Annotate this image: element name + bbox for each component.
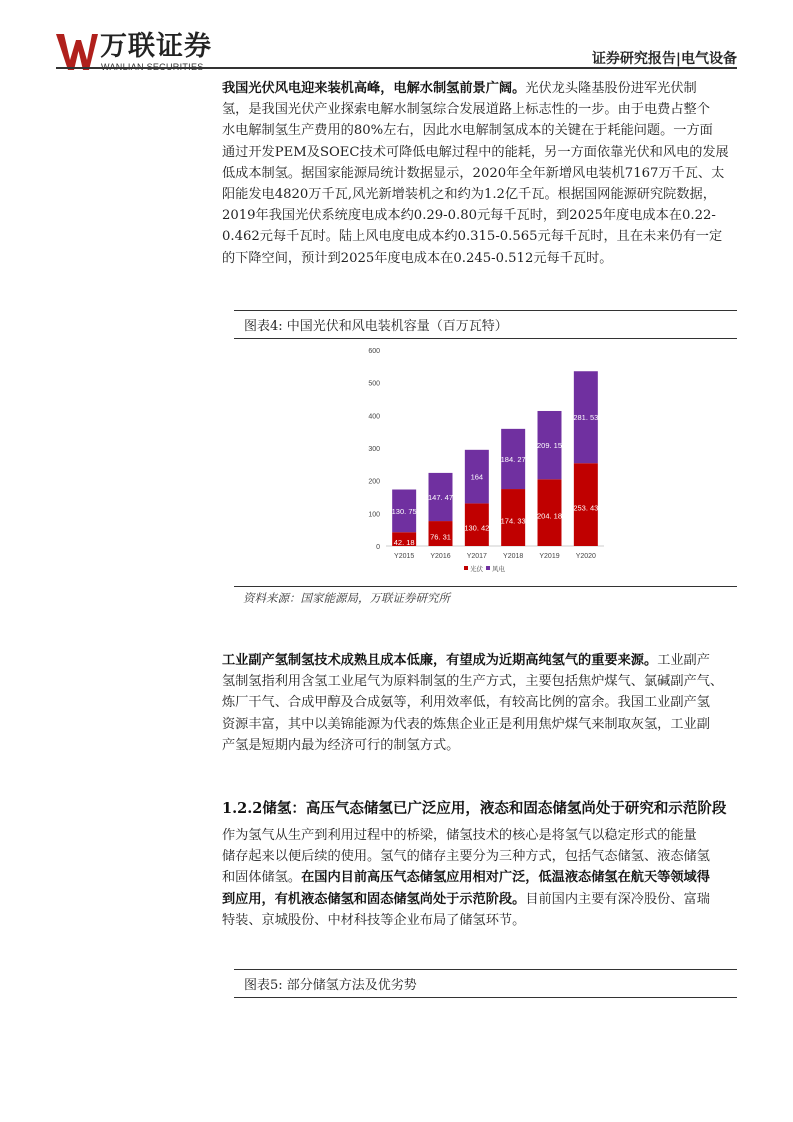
para2-bold-lead: 工业副产氢制氢技术成熟且成本低廉，有望成为近期高纯氢气的重要来源。 (222, 653, 658, 668)
para1-line: 水电解制氢生产费用的80%左右，因此水电解制氢成本的关键在于耗能问题。一方面 (222, 123, 713, 139)
para1-line: 光伏龙头隆基股份进军光伏制 (525, 81, 697, 96)
y-tick-label: 200 (368, 478, 380, 486)
para1-bold-lead: 我国光伏风电迎来装机高峰，电解水制氢前景广阔。 (222, 81, 526, 96)
legend-label: 风电 (492, 566, 505, 573)
figure4-title-box (234, 310, 737, 339)
para1-line: 2019年我国光伏系统度电成本约0.29-0.80元每千瓦时，到2025年度电成本在0.22- (222, 208, 716, 224)
para1-line: 的下降空间，预计到2025年度电成本在0.245-0.512元每千瓦时。 (222, 250, 613, 266)
section-heading-storage: 1.2.2储氢：高压气态储氢已广泛应用，液态和固态储氢尚处于研究和示范阶段 (222, 800, 727, 817)
figure4-title: 图表4: 中国光伏和风电装机容量（百万瓦特） (244, 319, 508, 334)
para2-line: 工业副产 (657, 653, 710, 668)
para3-line-bold: 在国内目前高压气态储氢应用相对广泛，低温液态储氢在航天等领域得 (301, 870, 710, 886)
bar-data-label: 42. 18 (393, 538, 415, 548)
figure4-bottom-rule (234, 586, 737, 587)
bar-data-label: 253. 43 (573, 503, 599, 513)
y-tick-label: 500 (368, 380, 380, 388)
bar-data-label: 130. 42 (464, 523, 490, 533)
paragraph-hydrogen-storage (222, 825, 737, 931)
para2-line: 炼厂干气、合成甲醇及合成氨等，利用效率低，有较高比例的富余。我国工业副产氢 (222, 695, 710, 711)
bar-data-label: 164 (470, 472, 484, 482)
para1-line: 通过开发PEM及SOEC技术可降低电解过程中的能耗，另一方面依靠光伏和风电的发展 (222, 144, 729, 160)
para2-line: 资源丰富，其中以美锦能源为代表的炼焦企业正是利用焦炉煤气来制取灰氢，工业副 (222, 716, 710, 732)
para3-line-bold: 到应用，有机液态储氢和固态储氢尚处于示范阶段。 (222, 891, 526, 907)
bar-data-label: 281. 53 (573, 413, 599, 423)
legend-swatch-wind (486, 566, 490, 570)
para3-line: 储存起来以便后续的使用。氢气的储存主要分为三种方式，包括气态储氢、液态储氢 (222, 849, 710, 865)
header-divider (56, 67, 737, 69)
figure5-title-box (234, 969, 737, 998)
legend-label: 光伏 (470, 566, 483, 573)
paragraph-industrial-hydrogen (222, 650, 737, 756)
bar-data-label: 130. 75 (391, 506, 417, 516)
bar-data-label: 174. 33 (500, 516, 526, 526)
para2-line: 氢制氢指利用含氢工业尾气为原料制氢的生产方式，主要包括焦炉煤气、氯碱副产气、 (222, 674, 724, 690)
para3-line-plain: 和固体储氢。 (222, 870, 302, 886)
bar-data-label: 147. 47 (427, 492, 454, 502)
pv-wind-capacity-chart (234, 338, 737, 584)
wanlian-logo-icon (56, 34, 98, 70)
x-tick-label: Y2019 (539, 553, 560, 560)
logo-chinese-name: 万联证券 (100, 31, 212, 62)
para2-line: 产氢是短期内最为经济可行的制氢方式。 (222, 737, 460, 753)
y-tick-label: 600 (368, 348, 380, 355)
y-tick-label: 300 (368, 446, 380, 453)
para1-line: 氢，是我国光伏产业探索电解水制氢综合发展道路上标志性的一步。由于电费占整个 (222, 102, 710, 118)
x-tick-label: Y2020 (575, 553, 596, 560)
x-tick-label: Y2015 (394, 553, 415, 560)
bar-data-label: 209. 15 (536, 441, 563, 451)
paragraph-pv-wind (222, 78, 737, 269)
bar-data-label: 76. 31 (430, 532, 451, 542)
y-tick-label: 100 (368, 511, 380, 519)
x-tick-label: Y2016 (430, 553, 451, 560)
para3-line: 特装、京城股份、中材科技等企业布局了储氢环节。 (222, 912, 526, 928)
report-type: 证券研究报告|电气设备 (591, 51, 737, 67)
para3-line-plain: 目前国内主要有深冷股份、富瑞 (525, 891, 710, 907)
para1-line: 低成本制氢。据国家能源局统计数据显示，2020年全年新增风电装机7167万千瓦、太 (222, 165, 725, 181)
para3-line: 作为氢气从生产到利用过程中的桥梁，储氢技术的核心是将氢气以稳定形式的能量 (222, 828, 697, 843)
x-tick-label: Y2017 (466, 553, 487, 560)
y-tick-label: 0 (376, 544, 380, 551)
figure4-source: 资料来源：国家能源局，万联证券研究所 (243, 591, 450, 605)
para1-line: 0.462元每千瓦时。陆上风电度电成本约0.315-0.565元每千瓦时，且在未来仍有一定 (222, 229, 723, 245)
bar-data-label: 184. 27 (500, 454, 526, 464)
y-tick-label: 400 (368, 413, 380, 421)
figure5-title: 图表5: 部分储氢方法及优劣势 (244, 978, 417, 993)
x-tick-label: Y2018 (503, 553, 524, 560)
bar-data-label: 204. 18 (536, 511, 563, 521)
para1-line: 阳能发电4820万千瓦,风光新增装机之和约为1.2亿千瓦。根据国网能源研究院数据， (222, 187, 716, 203)
legend-swatch-pv (464, 566, 468, 570)
